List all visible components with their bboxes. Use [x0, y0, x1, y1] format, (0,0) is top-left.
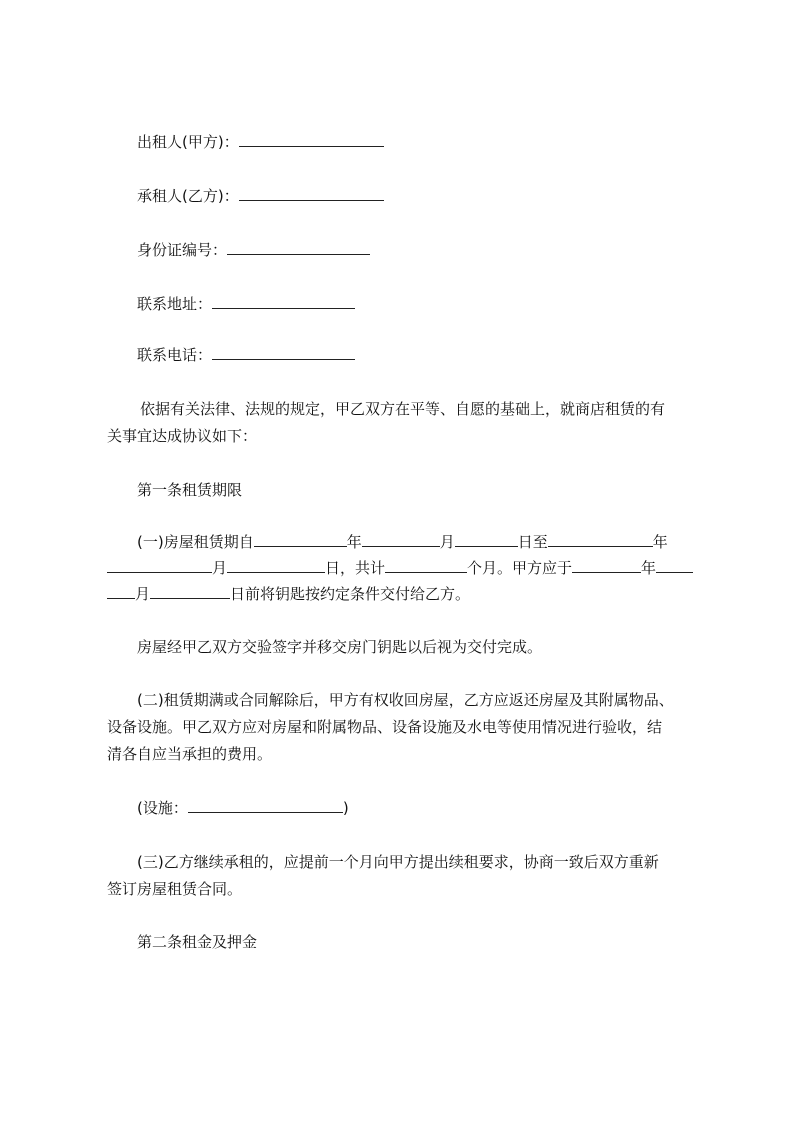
end-day-blank[interactable]	[227, 558, 325, 573]
address-label: 联系地址：	[137, 295, 213, 313]
article-1-title: 第一条租赁期限	[137, 481, 243, 499]
facilities-blank[interactable]	[188, 798, 343, 813]
handover-note: 房屋经甲乙双方交验签字并移交房门钥匙以后视为交付完成。	[137, 638, 543, 656]
start-month-blank[interactable]	[362, 532, 440, 547]
handover-month-blank[interactable]	[656, 558, 693, 573]
clause-2-line-3: 清各自应当承担的费用。	[107, 745, 273, 763]
intro-line-2: 关事宜达成协议如下：	[107, 427, 258, 445]
phone-row	[137, 345, 355, 365]
id-number-label: 身份证编号：	[137, 241, 228, 259]
article-2-title: 第二条租金及押金	[137, 933, 258, 951]
start-day-blank[interactable]	[455, 532, 518, 547]
address-row	[137, 294, 355, 314]
end-year-blank[interactable]	[548, 532, 653, 547]
id-number-blank[interactable]	[227, 240, 370, 255]
clause-3-line-2: 签订房屋租赁合同。	[107, 880, 243, 898]
facilities-suffix: )	[342, 799, 349, 817]
handover-month-cont-blank[interactable]	[107, 584, 135, 599]
total-months-blank[interactable]	[385, 558, 467, 573]
clause-2-line-1: (二)租赁期满或合同解除后，甲方有权收回房屋，乙方应返还房屋及其附属物品、	[137, 691, 674, 709]
handover-year-unit: 年	[641, 559, 657, 577]
phone-label: 联系电话：	[137, 346, 213, 364]
end-year-cont-blank[interactable]	[107, 558, 212, 573]
start-day-to: 日至	[517, 533, 548, 551]
clause-3-line-1: (三)乙方继续承租的，应提前一个月向甲方提出续租要求，协商一致后双方重新	[137, 853, 659, 871]
handover-month-unit: 月	[135, 585, 151, 603]
party-b-row	[137, 186, 384, 206]
party-b-label: 承租人(乙方)：	[137, 187, 239, 205]
months-then: 个月。甲方应于	[467, 559, 573, 577]
end-day-total: 日，共计	[325, 559, 386, 577]
handover-year-blank[interactable]	[572, 558, 641, 573]
clause-1-line-2	[107, 558, 693, 578]
handover-text: 日前将钥匙按约定条件交付给乙方。	[230, 585, 471, 603]
party-a-label: 出租人(甲方)：	[137, 133, 239, 151]
end-year-unit: 年	[652, 533, 668, 551]
clause-1-prefix: (一)房屋租赁期自	[137, 533, 254, 551]
party-b-blank[interactable]	[239, 186, 384, 201]
start-year-unit: 年	[346, 533, 362, 551]
party-a-row	[137, 132, 384, 152]
intro-line-1: 依据有关法律、法规的规定，甲乙双方在平等、自愿的基础上，就商店租赁的有	[140, 400, 666, 418]
clause-1-line-1	[137, 532, 668, 552]
start-month-unit: 月	[439, 533, 455, 551]
party-a-blank[interactable]	[239, 132, 384, 147]
clause-2-line-2: 设备设施。甲乙双方应对房屋和附属物品、设备设施及水电等使用情况进行验收，结	[107, 718, 663, 736]
clause-1-line-3	[107, 584, 470, 604]
facilities-prefix: (设施：	[137, 799, 188, 817]
handover-day-blank[interactable]	[150, 584, 230, 599]
start-year-blank[interactable]	[254, 532, 347, 547]
facilities-row	[137, 798, 349, 818]
id-number-row	[137, 240, 370, 260]
phone-blank[interactable]	[212, 345, 355, 360]
address-blank[interactable]	[212, 294, 355, 309]
end-month-unit: 月	[212, 559, 228, 577]
